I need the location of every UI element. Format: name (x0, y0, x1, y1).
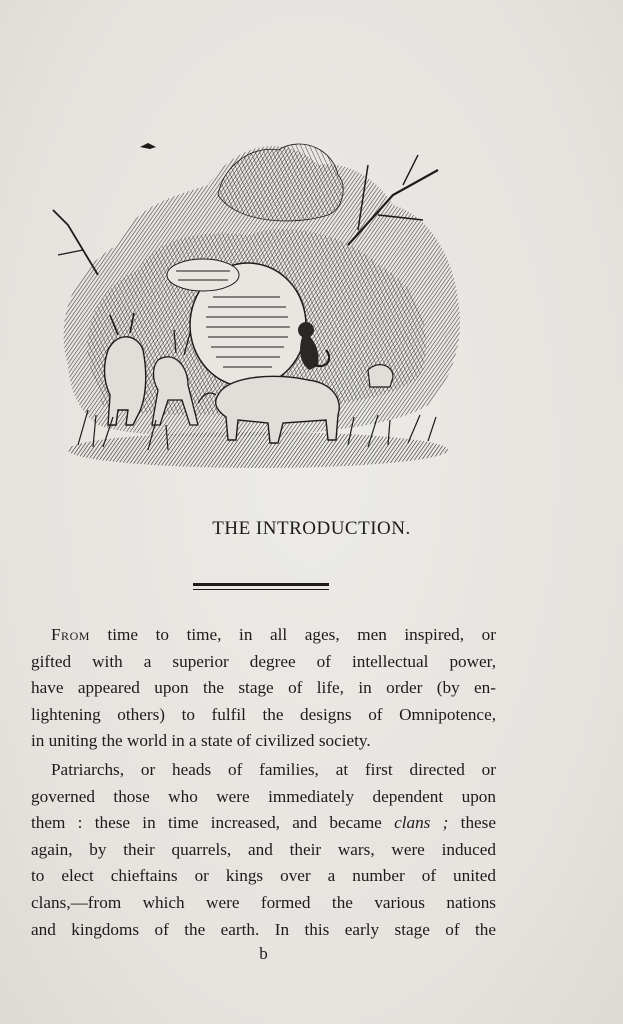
text-line: again, by their quarrels, and their wars, were induced (31, 839, 496, 859)
text-line-rest: time to time, in all ages, men inspired, or (89, 625, 496, 644)
chapter-heading: THE INTRODUCTION. (212, 518, 411, 539)
text-line: have appeared upon the stage of life, in order (by en- (31, 678, 496, 698)
paragraph-1 (31, 622, 496, 755)
woodcut-vignette-icon (48, 125, 466, 475)
text-line: clans,—from which were formed the various nations (31, 892, 496, 912)
text-line-post: these (448, 813, 496, 833)
text-line: and kingdoms of the earth. In this early stage of the (31, 919, 496, 939)
text-line: gifted with a superior degree of intellectual power, (31, 651, 496, 671)
text-line: Patriarchs, or heads of families, at first directed or (51, 759, 496, 779)
text-line: in uniting the world in a state of civilized society. (31, 731, 371, 751)
drop-lead-word: From (51, 625, 90, 644)
italic-word: clans ; (394, 813, 449, 833)
text-line: lightening others) to fulfil the designs of Omnipotence, (31, 704, 496, 724)
text-line: governed those who were immediately dependent upon (31, 786, 496, 806)
page-signature-mark: b (259, 944, 268, 963)
text-line-pre: them : these in time increased, and became (31, 813, 395, 833)
text-line (31, 810, 496, 837)
paragraph-2 (31, 757, 496, 943)
text-line: to elect chieftains or kings over a number of united (31, 866, 496, 886)
text-line (31, 622, 496, 649)
body-text (31, 622, 496, 943)
section-rule (193, 583, 329, 590)
